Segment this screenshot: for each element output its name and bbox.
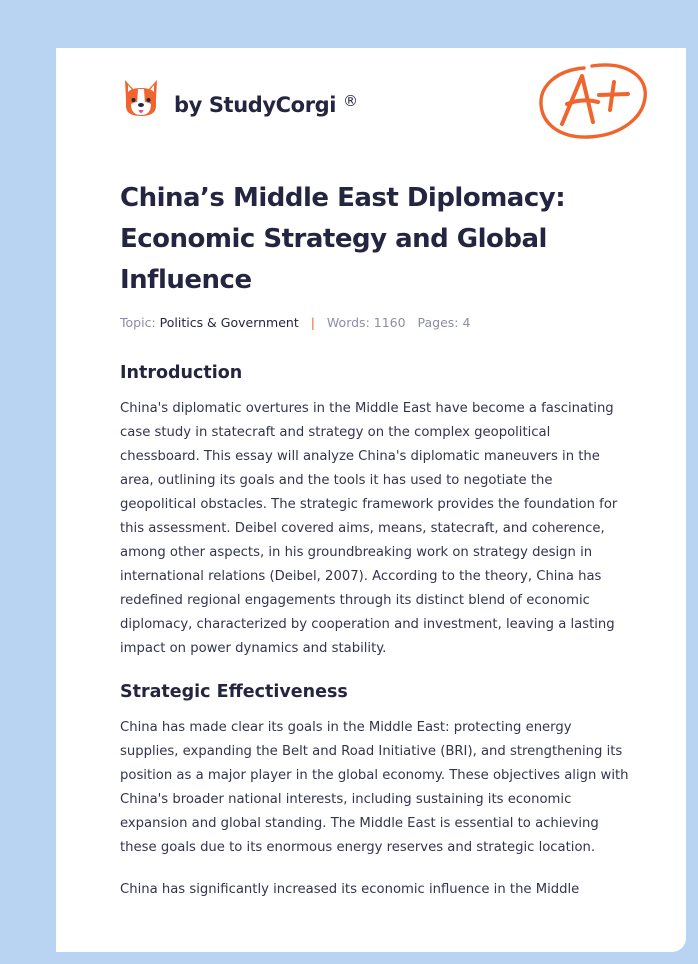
meta-separator: | [310,315,315,330]
pages-count: 4 [462,315,471,330]
words-count: 1160 [373,315,406,330]
a-plus-grade-icon [538,58,650,142]
strategic-paragraph-2: China has significantly increased its economic influence in the Middle [120,882,580,897]
essay-content [120,178,632,902]
page-header [56,48,686,158]
topic-link[interactable]: Politics & Government [159,315,299,330]
introduction-paragraph: China's diplomatic overtures in the Middle East have become a fascinating case study in statecraft and strategy on the complex geopolitical chessboard. This essay will analyze China's diplomatic maneuvers in the area, outlining its goals and the tools it has used to negotiate the geopolitical obstacles. The strategic framework provides the foundation for this assessment. Deibel covered aims, means, statecraft, and coherence, among other aspects, in his groundbreaking work on strategy design in international relations (Deibel, 2007). According to the theory, China has redefined regional engagements through its distinct blend of economic diplomacy, characterized by cooperation and investment, leaving a lasting impact on power dynamics and stability. [120,401,618,656]
section-heading-strategic-effectiveness: Strategic Effectiveness [120,682,348,702]
pages-label: Pages: [417,315,459,330]
topic-label: Topic: [120,315,156,330]
document-page [56,48,686,952]
brand-name[interactable]: by StudyCorgi [174,93,337,117]
corgi-icon [122,76,160,122]
essay-meta [120,313,632,333]
registered-mark: ® [343,92,358,110]
words-label: Words: [326,315,370,330]
strategic-paragraph-1: China has made clear its goals in the Middle East: protecting energy supplies, expanding the Belt and Road Initiative (BRI), and strengthening its position as a major player in the global economy. These objectives align with China's broader national interests, including sustaining its economic expansion and global standing. The Middle East is essential to achieving these goals due to its enormous energy reserves and strategic location. [120,720,629,855]
essay-title: China’s Middle East Diplomacy: Economic Strategy and Global Influence [120,183,566,295]
section-heading-introduction: Introduction [120,363,243,383]
